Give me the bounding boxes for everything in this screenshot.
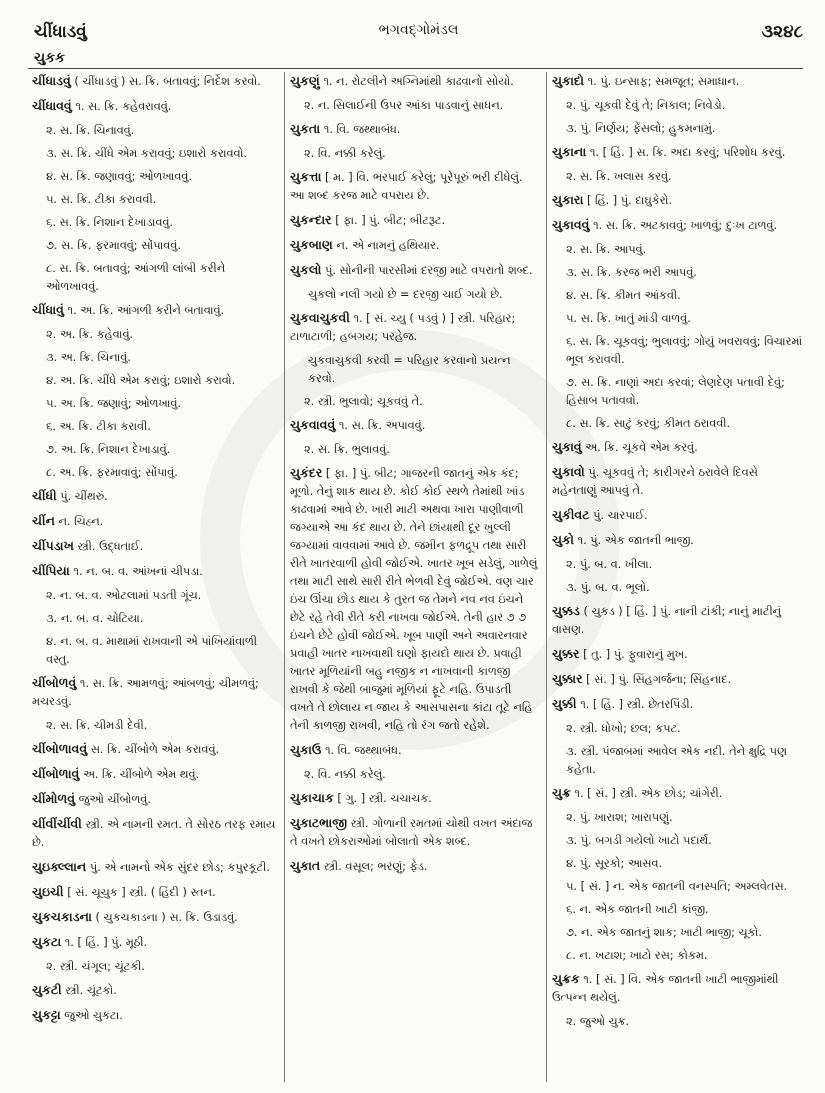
headword: ચુકાના <box>552 144 587 159</box>
definition: ૧. [ હિં. ] સ્ત્રી. છેતરપિંડી. <box>580 698 694 711</box>
dictionary-entry <box>32 765 277 784</box>
definition: ૧. પું. એક જાતની ભાજી. <box>577 534 694 547</box>
sense: ૨. સ. ક્રિ. ચિનાવવું. <box>46 124 135 137</box>
dictionary-entry <box>32 908 277 927</box>
definition: પું. ચારપાઈ. <box>593 509 648 522</box>
definition: ૧. સ. ક્રિ. આમળવું; આંબળવું; ચીમળવું; મચરડવું. <box>32 677 259 708</box>
headword: ચુકન્દાર <box>290 212 332 227</box>
definition: પું. સોનીની પારસીમાં દરજી માટે વપરાતો શબ્દ. <box>325 264 533 277</box>
headword: ચુકત્તા <box>290 169 322 184</box>
dictionary-entry <box>290 120 538 139</box>
headword: ચુક્કર <box>552 646 580 661</box>
definition: ૧. સ. ક્રિ. અટકાવવું; ખાળવું; દુઃખ ટાળવું. <box>593 219 778 232</box>
headword: ચુકટી <box>32 982 62 997</box>
usage-example: ચુકલો નલી ગયો છે = દરજી ચાઈ ગયો છે. <box>308 288 503 301</box>
definition: ૧. સ. ક્રિ. અપાવવું. <box>338 419 426 432</box>
dictionary-entry <box>32 562 277 581</box>
headword: ચીંધાડવું <box>32 73 71 88</box>
definition: ૧. [ સં. ચ્યુ ( પડવું ) ] સ્ત્રી. પરિહાર; ટાળાટાળી; હબગય; પરહેજ. <box>290 312 516 343</box>
sense: ૨. પું. ચૂકવી દેવું તે; નિકાલ; નિવેડો. <box>566 99 726 112</box>
headword: ચુકંદર <box>290 465 323 480</box>
dictionary-entry <box>290 416 538 435</box>
dictionary-entry <box>290 814 538 851</box>
headword: ચુકટ્ટા <box>32 1007 61 1022</box>
headword: ચુકારા <box>552 192 584 207</box>
dictionary-entry <box>290 741 538 760</box>
dictionary-entry <box>32 512 277 531</box>
headword: ચુકણું <box>290 73 320 88</box>
headword: ચીંવીંચીંવી <box>32 816 82 831</box>
definition: સ્ત્રી. ચૂંટકો. <box>65 984 117 997</box>
dictionary-entry <box>32 858 277 877</box>
definition: ન. ચિહ્ન. <box>58 515 104 528</box>
headword: ચુકો <box>552 532 574 547</box>
headword: ચુકાવો <box>552 464 585 479</box>
dictionary-entry <box>552 72 804 91</box>
definition: ૧. સ. ક્રિ. કહેવરાવવું. <box>75 100 172 113</box>
definition: ૧. પું. ઇન્સાફ; સમજૂત; સમાધાન. <box>587 75 740 88</box>
headword: ચુઇચી <box>32 884 64 899</box>
definition: પું. ચીંથરું. <box>60 490 108 503</box>
sense: ૩. સ. ક્રિ. ચીંધે એમ કરાવવું; ઇશારો કરાવવો. <box>46 147 248 160</box>
sense: ૩. પું. બ. વ. ભૂલો. <box>566 581 650 594</box>
definition: ( ચીંધાડવું ) સ. ક્રિ. બતાવવું; નિર્દેશ કરવો. <box>74 75 261 88</box>
headword: ચુકાવું <box>552 439 582 454</box>
definition: અ. ક્રિ. ચૂકવે એમ કરવું. <box>585 441 698 454</box>
column-divider <box>284 72 285 1082</box>
column-3 <box>552 72 804 1082</box>
dictionary-entry <box>32 537 277 556</box>
headword: ચુક્કી <box>552 696 577 711</box>
sense: ૨. જુઓ ચુક્ર. <box>566 1015 630 1028</box>
header-rule <box>28 68 803 69</box>
headword: ચુક્કડ <box>552 603 580 618</box>
headword: ચુકટા <box>32 934 62 949</box>
sense: ૬. ન. એક જાતની ખાટી કાંજી. <box>566 903 709 916</box>
header-guide-word: ચીંધાડવું <box>34 22 87 42</box>
dictionary-entry <box>32 487 277 506</box>
dictionary-entry <box>552 970 804 1007</box>
dictionary-entry <box>32 301 277 320</box>
sense: ૮. અ. ક્રિ. ફરમાવાવું; સોંપાવું. <box>46 466 178 479</box>
definition: સ્ત્રી. વસૂલ; ભરણું; ફેડ. <box>323 860 428 873</box>
dictionary-entry <box>552 695 804 714</box>
headword: ચુકાત <box>290 858 321 873</box>
headword: ચીંપિયા <box>32 563 70 578</box>
header-title: ભગવદ્ગોમંડલ <box>378 22 459 38</box>
headword: ચુકતા <box>290 121 321 136</box>
sense: ૨. સ. ક્રિ. ચીમડી દેવી. <box>46 719 148 732</box>
sense: ૩. ન. બ. વ. ચોટિયા. <box>46 612 144 625</box>
dictionary-entry <box>32 790 277 809</box>
dictionary-entry <box>290 72 538 91</box>
sense: ૫. સ. ક્રિ. ખાતું માંડી વાળવું. <box>566 312 691 325</box>
sense: ૨. ન. સિલાઈની ઉપર આંકા પાડવાનું સાધન. <box>304 99 504 112</box>
dictionary-entry <box>552 784 804 803</box>
sense: ૫. અ. ક્રિ. જણાવું; ઓળખાવું. <box>46 397 182 410</box>
dictionary-entry <box>32 981 277 1000</box>
definition: જુઓ ચુકટા. <box>64 1009 123 1022</box>
definition: [ ફા. ] પું. બીટ; ગાજરની જાતનું એક કંદ; મૂળો. તેનું શાક થાય છે. કોઈ કોઈ સ્થળે તેમાંથી ખાંડ કાઢવામાં આવે છે. ખારી માટી અથવા ખારા પાણીવાળી જગ્યાએ આ કંદ થાય છે. તેને છાંયાથી દૂર ખુલ્લી જગ્યામાં વાવવામાં આવે છે. જમીન ફળદ્રૂપ તથા સારી રીતે ખાતરવાળી હોવી જોઈએ. ખાતર ખૂબ સડેલું, ગાળેલું તથા માટી સાથે સારી રીતે ભેળવી દેવું જોઈએ. વણ ચાર ઇંચ ઊંચા છોડ થાય કે તુરત જ તેમને નવ નવ ઇંચને છેટે રહે તેવી રીતે કરી નાખવા જોઈએ. તેની હાર ૭ ૭ ઇંચને છેટે હોવી જોઈએ. ખૂબ પાણી અને અવારનવાર પ્રવાહી ખાતર નાખવાથી ઘણો ફાયદો થાય છે. પ્રવાહી ખાતર મૂળિયાંની બહુ નજીક ન નાખવાની કાળજી રાખવી કે જેથી બાજુમાં મૂળિયાં ફૂટે નહિ. ઉપાડતી વખતે તે છોલાય ન જાય કે આસપાસના કાંટા તૂટે નહિ તેની કાળજી રાખવી, નહિ તો રંગ જતો રહેશે. <box>290 467 538 732</box>
sense: ૮. સ. ક્રિ. સાટું કરવું; કીમત ઠરાવવી. <box>566 417 731 430</box>
sense: ૩. પું. બગડી ગયેલો ખાટો પદાર્થ. <box>566 834 712 847</box>
definition: [ સં. ચૂચુક ] સ્ત્રી. ( હિંદી ) સ્તન. <box>67 886 216 899</box>
sense: ૨. પું. ખારાશ; ખારાપણું. <box>566 811 673 824</box>
sense: ૬. સ. ક્રિ. ચૂકવવું; ભુલાવવું; ગોયું ખવરાવવું; વિચારમાં ભૂલ કરાવવી. <box>566 335 803 366</box>
page-number: ૩૨૪૮ <box>761 22 803 42</box>
sense: ૩. સ. ક્રિ. કરજ ભરી આપવું. <box>566 266 697 279</box>
sense: ૨. અ. ક્રિ. કહેવાવું. <box>46 328 134 341</box>
headword: ચુકવાચુકવી <box>290 310 350 325</box>
definition: સ્ત્રી. એ નામની રમત. તે સોરઠ તરફ રમાય છે. <box>32 818 276 849</box>
dictionary-entry <box>552 143 804 162</box>
sense: ૭. અ. ક્રિ. નિશાન દેખાડાવું. <box>46 443 171 456</box>
headword: ચુક્રક <box>552 971 580 986</box>
dictionary-entry <box>32 97 277 116</box>
sense: ૨. સ્ત્રી. ચંગૂલ; ચૂંટકી. <box>46 960 145 973</box>
headword: ચુકીવટ <box>552 507 590 522</box>
headword: ચુક્ર <box>552 785 571 800</box>
dictionary-entry <box>32 72 277 91</box>
dictionary-entry <box>32 933 277 952</box>
sense: ૪. પું. સૂરકો; આસવ. <box>566 857 663 870</box>
sense: ૨. સ. ક્રિ. આપવું. <box>566 243 647 256</box>
sense: ૬. સ. ક્રિ. નિશાન દેખાડાવવું. <box>46 216 174 229</box>
definition: પું. એ નામનો એક સુંદર છોડ; કપુરકૂટી. <box>89 861 270 874</box>
headword: ચુકવાવવું <box>290 417 336 432</box>
dictionary-entry <box>290 236 538 255</box>
dictionary-entry <box>32 1006 277 1025</box>
definition: ૧. ન. રોટલીને અગ્નિમાંથી કાઢવાનો સોયો. <box>323 75 514 88</box>
headword: ચુકલો <box>290 262 322 277</box>
headword: ચીંધી <box>32 488 57 503</box>
definition: ( ચુકચકાડના ) સ. ક્રિ. ઉડાડવું. <box>95 911 238 924</box>
headword: ચુઇક્લ્લાન <box>32 859 87 874</box>
definition: સ. ક્રિ. ચીંબોળે એમ કરાવવું. <box>90 743 220 756</box>
dictionary-entry <box>32 883 277 902</box>
definition: જુઓ ચીંબોળવું. <box>78 793 151 806</box>
headword: ચુકાવવું <box>552 217 590 232</box>
dictionary-entry <box>290 857 538 876</box>
dictionary-entry <box>552 191 804 210</box>
sense: ૫. સ. ક્રિ. ટીકા કરાવવી. <box>46 193 157 206</box>
sense: ૭. સ. ક્રિ. નાણાં અદા કરવાં; લેણદેણ પતાવી દેવું; હિસાબ પતાવવો. <box>566 376 785 407</box>
sense: ૭. સ. ક્રિ. ફરમાવવું; સોંપાવવું. <box>46 239 181 252</box>
dictionary-entry <box>32 815 277 852</box>
sense: ૨. સ. ક્રિ. ભુલાવવું. <box>304 443 390 456</box>
sense: ૩. સ્ત્રી. પંજાબમાં આવેલ એક નદી. તેને ક્ષુદ્રિ પણ કહેતા. <box>566 745 787 776</box>
headword: ચુકાચાક <box>290 790 334 805</box>
definition: [ સં. ] પું. સિંહગર્જના; સિંહનાદ. <box>586 673 732 686</box>
column-2 <box>290 72 538 1082</box>
dictionary-entry <box>32 674 277 711</box>
column-1 <box>32 72 277 1082</box>
sense: ૪. ન. બ. વ. માથામાં રાખવાની એ પાંખિયાંવાળી વસ્તુ. <box>46 635 258 666</box>
definition: ન. એ નામનું હથિયાર. <box>336 239 440 252</box>
dictionary-entry <box>290 168 538 205</box>
sense: ૫. [ સં. ] ન. એક જાતની વનસ્પતિ; અમ્લવેતસ. <box>566 880 788 893</box>
sense: ૪. સ. ક્રિ. જણાવવું; ઓળખાવવું. <box>46 170 192 183</box>
sense: ૭. ન. એક જાતનું શાક; ખાટી ભાજી; ચૂકો. <box>566 926 762 939</box>
headword: ચીંબોળાવવું <box>32 741 88 756</box>
definition: ૧. [ સં. ] વિ. એક જાતની ખાટી ભાજીમાંથી ઉત્પન્ન થયેલું. <box>552 973 779 1004</box>
headword: ચીંન <box>32 513 55 528</box>
dictionary-entry <box>552 506 804 525</box>
dictionary-entry <box>290 464 538 735</box>
header-sub-guide: ચુકક <box>34 50 65 66</box>
definition: પું. ચૂકવવું તે; કારીગરને ઠરાવેલે દિવસે મહેનતાણું આપવું તે. <box>552 466 758 497</box>
dictionary-entry <box>552 670 804 689</box>
dictionary-entry <box>290 789 538 808</box>
sense: ૨. સ્ત્રી. ધોખો; છલ; કપટ. <box>566 722 681 735</box>
definition: ૧. [ હિં. ] સ. ક્રિ. અદા કરવું; પરિશોધ કરવું. <box>589 146 786 159</box>
sense: ૨. સ્ત્રી. ભુલાવો; ચૂકવવું તે. <box>304 395 423 408</box>
headword: ચુકબાણ <box>290 237 333 252</box>
definition: ૧. [ સં. ] સ્ત્રી. એક છોડ; ચાંગેરી. <box>574 787 723 800</box>
definition: [ ગુ. ] સ્ત્રી. ચચાચક. <box>337 792 432 805</box>
page-header <box>34 22 803 50</box>
sense: ૬. અ. ક્રિ. ટીકા કરાવી. <box>46 420 151 433</box>
headword: ચીંપડાખ <box>32 538 74 553</box>
sense: ૩. અ. ક્રિ. ચિનાવું. <box>46 351 131 364</box>
definition: ( ચુકડ ) [ હિં. ] પું. નાની ટાંકી; નાનું માટીનું વાસણ. <box>552 605 782 636</box>
sense: ૨. ન. બ. વ. ઓટલામાં પડતી ગૂંચ. <box>46 589 202 602</box>
usage-example: ચુકવાચુકવી કરવી = પરિહાર કરવાનો પ્રયત્ન કરવો. <box>308 354 511 385</box>
headword: ચુકચકાડના <box>32 909 92 924</box>
column-divider <box>546 72 547 1082</box>
headword: ચીંધાવું <box>32 302 64 317</box>
definition: [ મ. ] વિ. ભરપાઈ કરેલું; પૂરેપૂરું ભરી દીધેલું. આ શબ્દ કરજ માટે વપરાય છે. <box>290 171 523 202</box>
definition: ૧. અ. ક્રિ. આંગળી કરીને બતાવાવું. <box>67 304 225 317</box>
definition: અ. ક્રિ. ચીંબોળે એમ થવું. <box>82 768 200 781</box>
sense: ૪. સ. ક્રિ. કીમત આંકવી. <box>566 289 681 302</box>
sense: ૮. ન. ખટાશ; ખાટો રસ; કોકમ. <box>566 949 708 962</box>
dictionary-entry <box>552 602 804 639</box>
dictionary-entry <box>552 531 804 550</box>
dictionary-entry <box>552 463 804 500</box>
definition: [ ફા. ] પું. બીટ; બીટરૂટ. <box>335 214 446 227</box>
sense: ૨. વિ. નક્કી કરેલું. <box>304 768 386 781</box>
definition: સ્ત્રી. ઉદ્ધતાઈ. <box>77 540 144 553</box>
headword: ચીંમોળવું <box>32 791 76 806</box>
headword: ચુકાદો <box>552 73 585 88</box>
dictionary-entry <box>552 438 804 457</box>
definition: [ હિં. ] પું. દાઘુકેરો. <box>587 194 672 207</box>
dictionary-entry <box>552 216 804 235</box>
headword: ચીંબોળાવું <box>32 766 80 781</box>
headword: ચીંધાવવું <box>32 98 72 113</box>
headword: ચુક્કાર <box>552 671 583 686</box>
definition: [ તુ. ] પું. ફુવારાનું મુખ. <box>583 648 688 661</box>
definition: ૧. ન. બ. વ. આંખનાં ચીપડા. <box>73 565 203 578</box>
sense: ૪. અ. ક્રિ. ચીંધે એમ કરાવું; ઇશારો કરાવો. <box>46 374 236 387</box>
dictionary-entry <box>290 309 538 346</box>
sense: ૮. સ. ક્રિ. બતાવવું; આંગળી લાંબી કરીને ઓળખાવવું. <box>46 262 226 293</box>
dictionary-entry <box>290 211 538 230</box>
dictionary-entry <box>32 740 277 759</box>
definition: સ્ત્રી. ગોળાની રમતમાં ચોથી વખત અંદાજ તે વખતે છોકરાઓમાં બોલાતો એક શબ્દ. <box>290 817 533 848</box>
headword: ચીંબોળવું <box>32 675 77 690</box>
headword: ચુકાઉ <box>290 742 322 757</box>
dictionary-entry <box>552 645 804 664</box>
sense: ૨. વિ. નક્કી કરેલું. <box>304 147 386 160</box>
sense: ૨. સ. ક્રિ. ખલાસ કરવું. <box>566 170 672 183</box>
sense: ૨. પું. બ. વ. ખીલા. <box>566 558 653 571</box>
headword: ચુકાટભાજી <box>290 815 348 830</box>
definition: ૧. [ હિં. ] પું. મૂઠી. <box>64 936 148 949</box>
definition: ૧. વિ. જથ્થાબંધ. <box>324 744 402 757</box>
sense: ૩. પું. નિર્ણય; ફેંસલો; હુકમનામું. <box>566 122 716 135</box>
definition: ૧. વિ. જથ્થાબંધ. <box>323 123 401 136</box>
dictionary-entry <box>290 261 538 280</box>
